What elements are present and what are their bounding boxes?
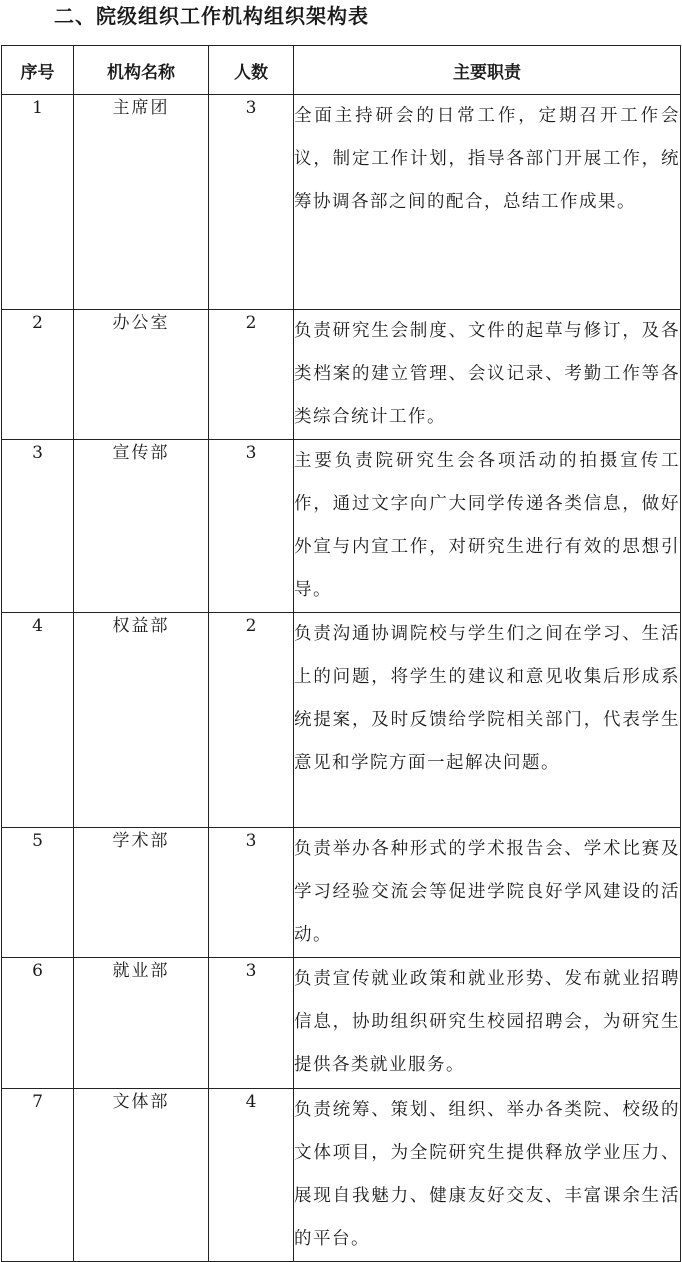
header-responsibilities: 主要职责 — [294, 46, 681, 95]
document-title: 二、院级组织工作机构组织架构表 — [54, 4, 369, 28]
headcount: 3 — [209, 828, 294, 958]
responsibilities: 全面主持研会的日常工作，定期召开工作会议，制定工作计划，指导各部门开展工作，统筹协调各部之间的配合，总结工作成果。 — [294, 95, 681, 310]
row-number: 2 — [2, 310, 74, 440]
headcount: 3 — [209, 958, 294, 1089]
responsibilities: 负责宣传就业政策和就业形势、发布就业招聘信息，协助组织研究生校园招聘会，为研究生提供各类就业服务。 — [294, 958, 681, 1089]
table-row — [2, 1089, 681, 1262]
headcount: 4 — [209, 1089, 294, 1262]
header-org-name: 机构名称 — [74, 46, 209, 95]
table-row — [2, 310, 681, 440]
org-name: 学术部 — [74, 828, 209, 958]
org-name: 宣传部 — [74, 440, 209, 613]
responsibilities: 负责研究生会制度、文件的起草与修订，及各类档案的建立管理、会议记录、考勤工作等各类综合统计工作。 — [294, 310, 681, 440]
responsibilities: 负责统筹、策划、组织、举办各类院、校级的文体项目，为全院研究生提供释放学业压力、展现自我魅力、健康友好交友、丰富课余生活的平台。 — [294, 1089, 681, 1262]
row-number: 4 — [2, 613, 74, 828]
headcount: 3 — [209, 95, 294, 310]
table-row — [2, 958, 681, 1089]
row-number: 3 — [2, 440, 74, 613]
headcount: 3 — [209, 440, 294, 613]
org-name: 办公室 — [74, 310, 209, 440]
table-row — [2, 613, 681, 828]
org-name: 主席团 — [74, 95, 209, 310]
row-number: 6 — [2, 958, 74, 1089]
responsibilities: 主要负责院研究生会各项活动的拍摄宣传工作，通过文字向广大同学传递各类信息，做好外宣与内宣工作，对研究生进行有效的思想引导。 — [294, 440, 681, 613]
row-number: 7 — [2, 1089, 74, 1262]
org-name: 权益部 — [74, 613, 209, 828]
responsibilities: 负责举办各种形式的学术报告会、学术比赛及学习经验交流会等促进学院良好学风建设的活动。 — [294, 828, 681, 958]
row-number: 5 — [2, 828, 74, 958]
header-headcount: 人数 — [209, 46, 294, 95]
table-row — [2, 95, 681, 310]
header-number: 序号 — [2, 46, 74, 95]
headcount: 2 — [209, 310, 294, 440]
org-name: 文体部 — [74, 1089, 209, 1262]
table-row — [2, 828, 681, 958]
table-header-row — [2, 46, 681, 95]
org-name: 就业部 — [74, 958, 209, 1089]
organization-table — [1, 45, 681, 1262]
row-number: 1 — [2, 95, 74, 310]
table-row — [2, 440, 681, 613]
responsibilities: 负责沟通协调院校与学生们之间在学习、生活上的问题，将学生的建议和意见收集后形成系统提案，及时反馈给学院相关部门，代表学生意见和学院方面一起解决问题。 — [294, 613, 681, 828]
headcount: 2 — [209, 613, 294, 828]
